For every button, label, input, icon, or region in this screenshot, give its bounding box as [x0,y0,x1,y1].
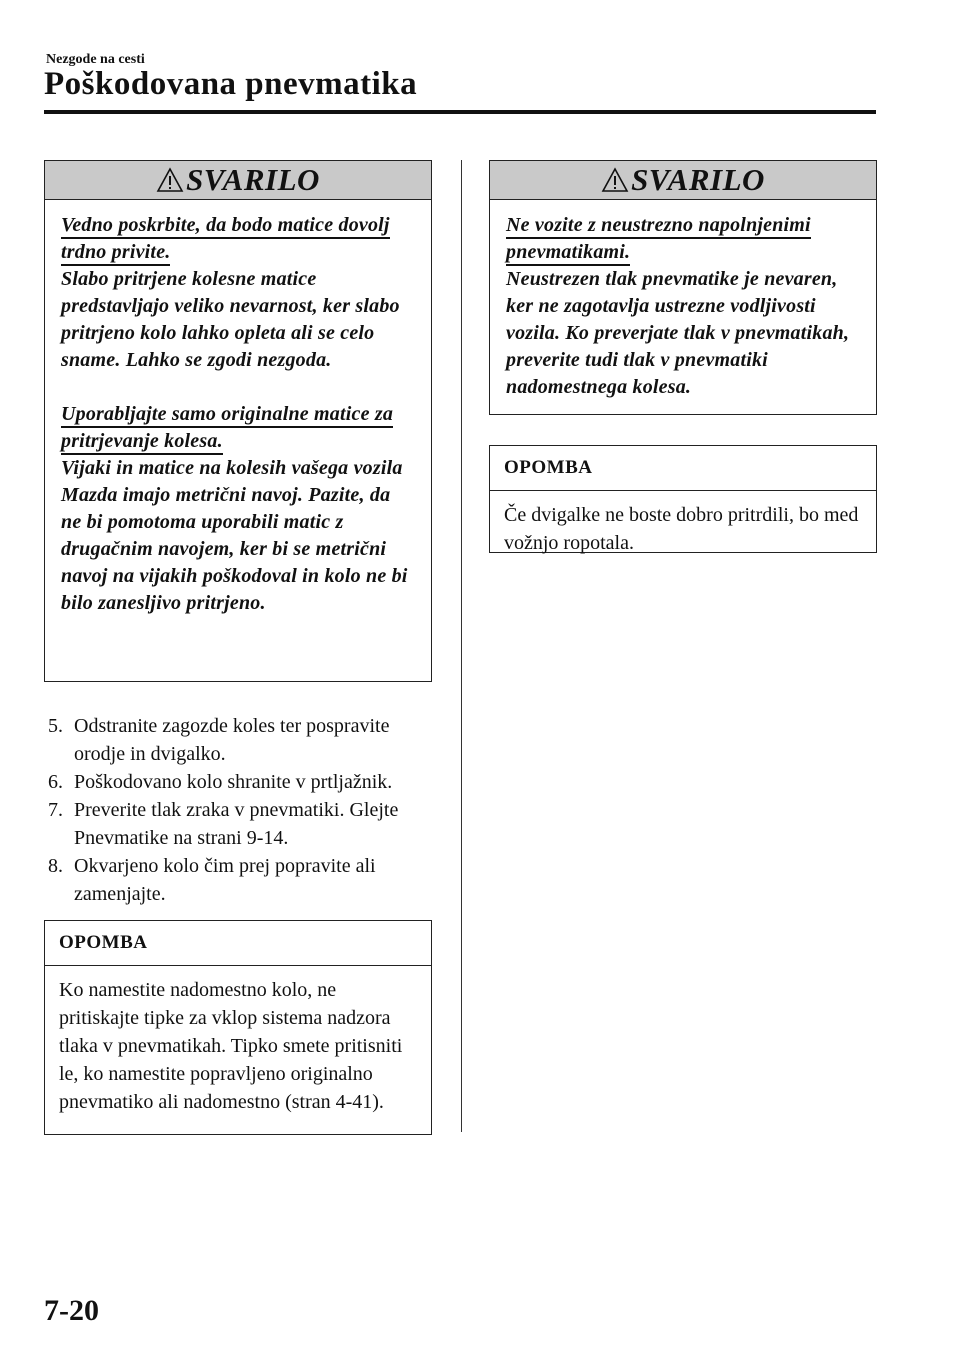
warning-body [45,200,431,631]
warning-heading: Uporabljajte samo originalne matice za pritrjevanje kolesa. [61,403,393,455]
warning-box-right [489,160,877,415]
list-item [48,712,438,768]
steps-list [48,712,438,908]
warning-title: SVARILO [631,162,765,197]
step-text: Poškodovano kolo shranite v prtljažnik. [74,771,393,793]
page-number: 7-20 [44,1294,99,1327]
warning-heading: Ne vozite z neustrezno napolnjenimi pnevmatikami. [506,214,811,266]
note-text: Ko namestite nadomestno kolo, ne pritiskajte tipke za vklop sistema nadzora tlaka v pnevmatikah. Tipko smete pritisniti le, ko namestite popravljeno originalno pnevmatiko ali nadomestno (stran 4-41). [59,979,403,1113]
warning-heading: Vedno poskrbite, da bodo matice dovolj trdno privite. [61,214,390,266]
warning-paragraph [61,212,415,374]
note-text: Če dvigalke ne boste dobro pritrdili, bo med vožnjo ropotala. [504,504,859,554]
warning-triangle-icon [156,167,184,193]
warning-header [490,161,876,200]
warning-body [490,200,876,415]
warning-text: Slabo pritrjene kolesne matice predstavljajo veliko nevarnost, ker slabo pritrjeno kolo lahko opleta ali se celo sname. Lahko se zgodi nezgoda. [61,268,400,371]
note-box-left [44,920,432,1135]
list-item [48,796,438,852]
step-number: 8. [48,855,63,877]
warning-title: SVARILO [186,162,320,197]
warning-paragraph [506,212,860,401]
note-title: OPOMBA [45,921,431,966]
step-number: 7. [48,799,63,821]
title-rule [44,110,876,114]
warning-header [45,161,431,200]
note-box-right [489,445,877,553]
page-title: Poškodovana pnevmatika [44,66,418,102]
step-text: Preverite tlak zraka v pnevmatiki. Glejte Pnevmatike na strani 9-14. [74,799,399,849]
step-number: 5. [48,715,63,737]
column-divider [461,160,462,1132]
warning-text: Vijaki in matice na kolesih vašega vozila Mazda imajo metrični navoj. Pazite, da ne bi pomotoma uporabili matic z drugačnim navojem, ker bi se metrični navoj na vijakih poškodoval in kolo ne bi bilo zanesljivo pritrjeno. [61,457,408,614]
warning-box-left [44,160,432,682]
note-title: OPOMBA [490,446,876,491]
list-item [48,852,438,908]
step-text: Odstranite zagozde koles ter pospravite orodje in dvigalko. [74,715,390,765]
warning-triangle-icon [601,167,629,193]
section-label: Nezgode na cesti [46,52,145,67]
step-number: 6. [48,771,63,793]
warning-paragraph [61,401,415,617]
warning-text: Neustrezen tlak pnevmatike je nevaren, ker ne zagotavlja ustrezne vodljivosti vozila. Ko preverjate tlak v pnevmatikah, preverite tudi tlak v pnevmatiki nadomestnega kolesa. [506,268,850,398]
step-text: Okvarjeno kolo čim prej popravite ali zamenjajte. [74,855,376,905]
list-item [48,768,438,796]
